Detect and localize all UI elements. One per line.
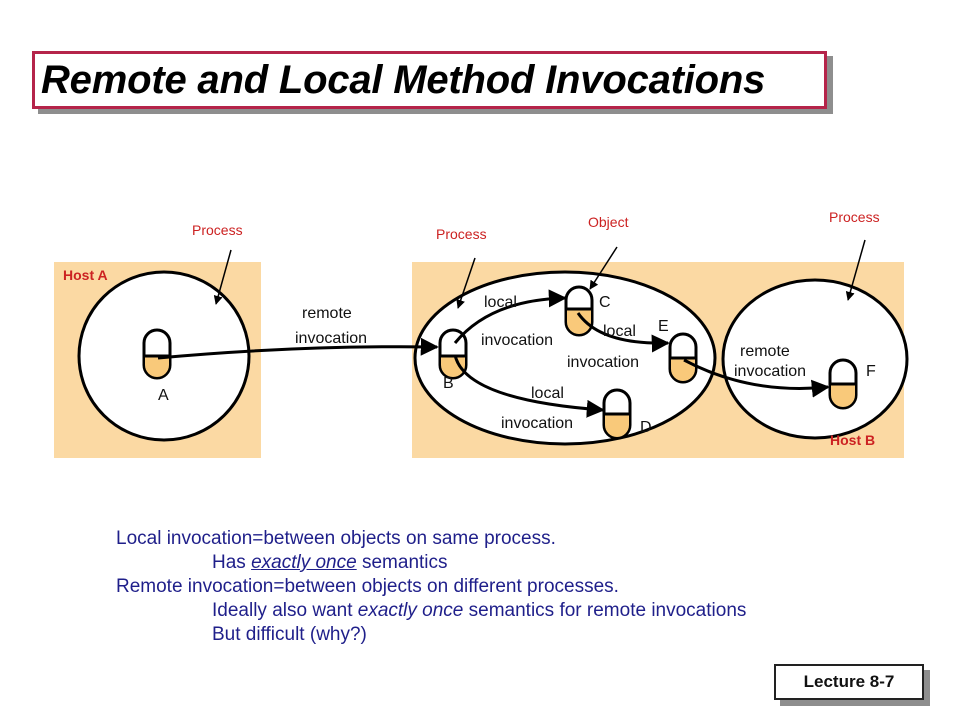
- object-label: Object: [588, 214, 629, 230]
- edge-label-remote-ab-line2: invocation: [295, 330, 368, 347]
- object-e-icon: [670, 334, 696, 382]
- object-name-d: D: [640, 419, 652, 436]
- object-d-icon: [604, 390, 630, 438]
- note-line-2-post: semantics: [356, 552, 448, 573]
- host-b-label: Host B: [830, 432, 876, 448]
- object-name-b: B: [443, 375, 454, 392]
- edge-label-remote-ef-line2: invocation: [734, 363, 807, 380]
- note-line-4-emphasis: exactly once: [357, 600, 464, 621]
- object-name-e: E: [658, 318, 669, 335]
- note-line-1: Local invocation=between objects on same process.: [116, 528, 556, 549]
- note-line-3: Remote invocation=between objects on different processes.: [116, 576, 619, 597]
- host-a-label: Host A: [63, 267, 108, 283]
- notes-block: [116, 527, 746, 647]
- note-line-4-post: semantics for remote invocations: [463, 600, 747, 621]
- note-line-2-emphasis: exactly once: [251, 552, 357, 573]
- object-name-f: F: [866, 363, 876, 380]
- process-label-middle: Process: [436, 226, 487, 242]
- note-line-2: [116, 551, 746, 575]
- object-name-c: C: [599, 294, 611, 311]
- edge-label-remote-ab-line1: remote: [302, 305, 352, 322]
- edge-label-local-bd-line2: invocation: [501, 415, 574, 432]
- object-name-a: A: [158, 387, 169, 404]
- lecture-badge: Lecture 8-7: [774, 664, 924, 700]
- object-c-icon: [566, 287, 592, 335]
- process-label-right: Process: [829, 209, 880, 225]
- object-f-icon: [830, 360, 856, 408]
- object-a-icon: [144, 330, 170, 378]
- edge-label-local-ce-line1: local: [603, 323, 636, 340]
- edge-label-local-bc-line2: invocation: [481, 332, 554, 349]
- note-line-4-pre: Ideally also want: [212, 600, 358, 621]
- note-line-5: But difficult (why?): [212, 624, 367, 645]
- edge-label-local-bc-line1: local: [484, 294, 517, 311]
- note-line-4: [116, 599, 746, 623]
- page-title: Remote and Local Method Invocations: [41, 58, 766, 102]
- edge-label-remote-ef-line1: remote: [740, 343, 790, 360]
- note-line-2-pre: Has: [212, 552, 252, 573]
- edge-label-local-bd-line1: local: [531, 385, 564, 402]
- process-label-a: Process: [192, 222, 243, 238]
- edge-label-local-ce-line2: invocation: [567, 354, 640, 371]
